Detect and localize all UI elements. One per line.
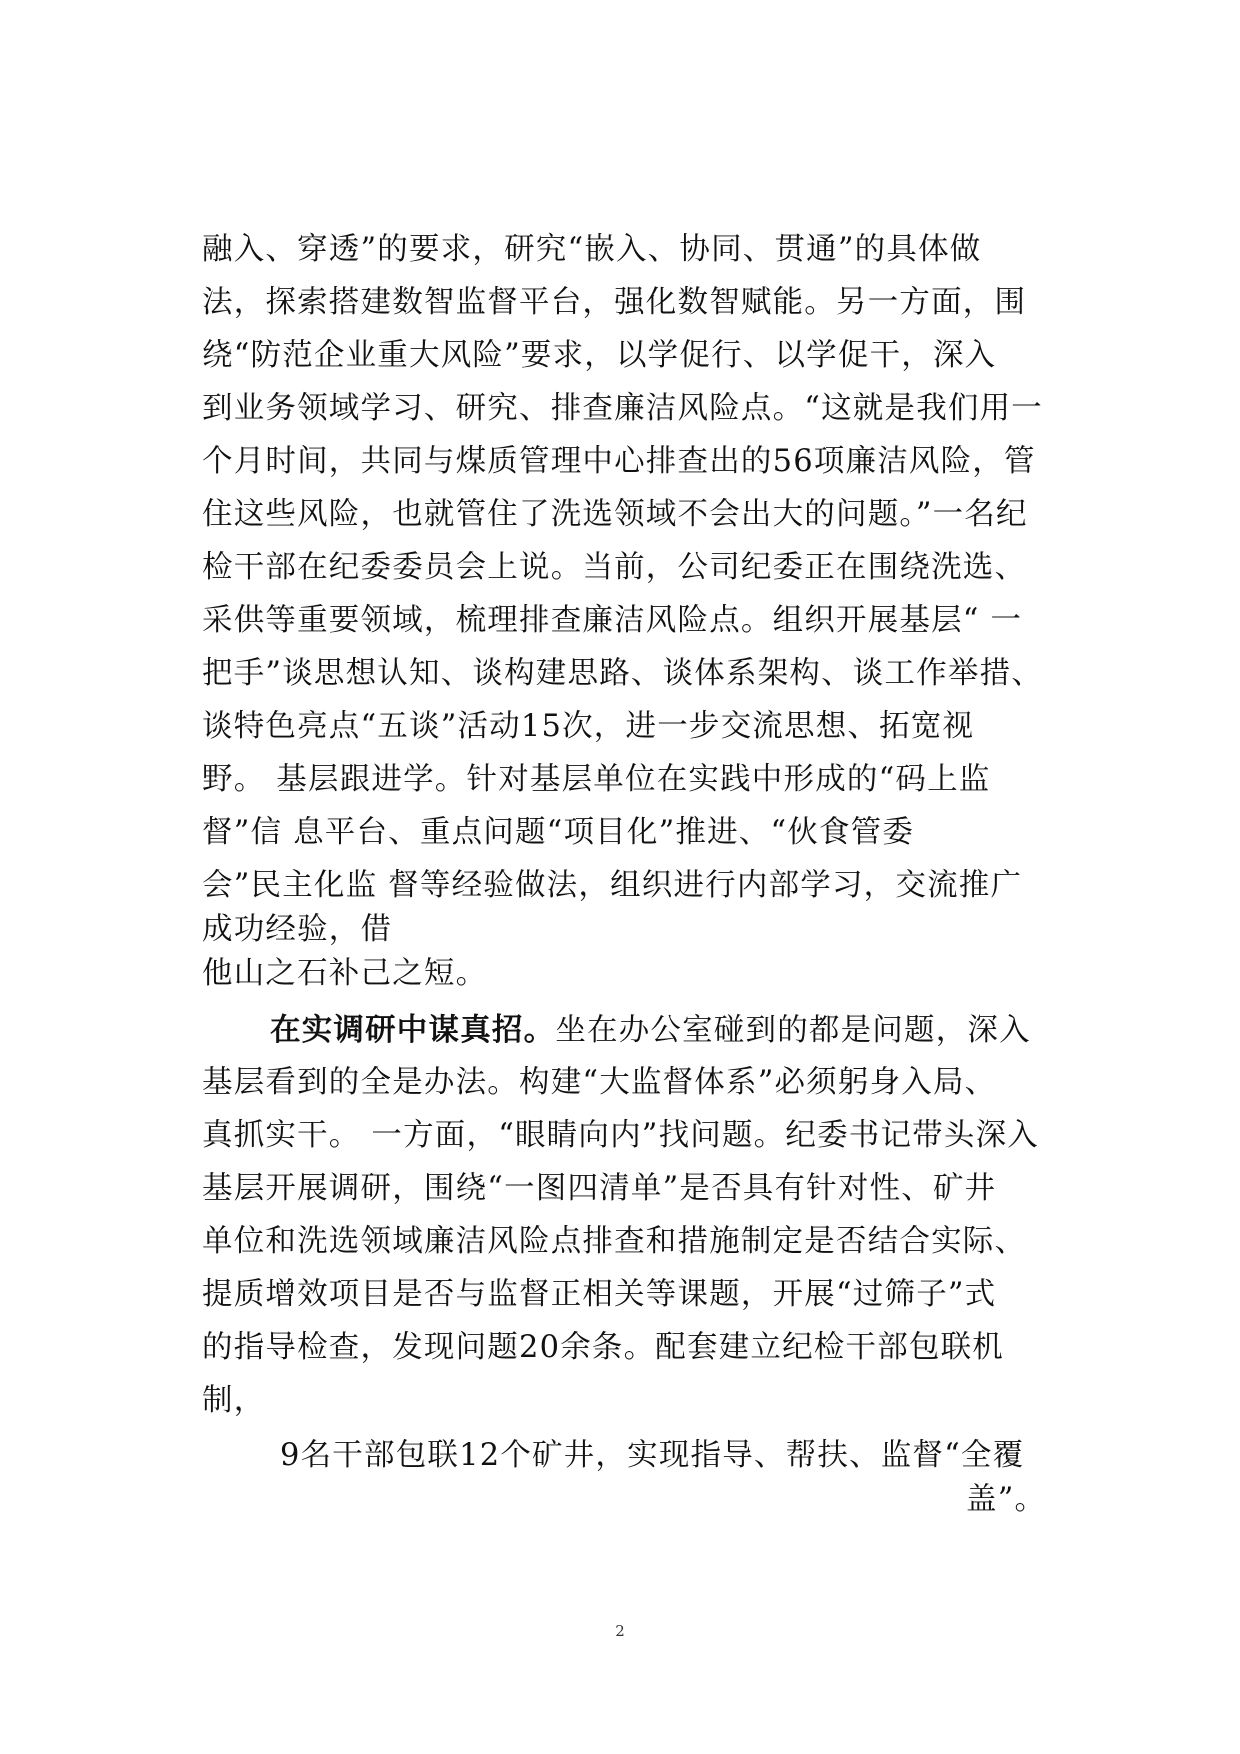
page-number: 2 [615,1622,625,1640]
paragraph-1-line-4: 到业务领域学习、研究、排查廉洁风险点。“这就是我们用一 [202,391,1043,426]
paragraph-1-line-2: 法，探索搭建数智监督平台，强化数智赋能。另一方面，围 [202,285,1027,320]
paragraph-1-line-3: 绕“防范企业重大风险”要求，以学促行、以学促干，深入 [202,338,997,373]
paragraph-2-heading: 在实调研中谋真招。 [270,1012,556,1048]
paragraph-1-line-8: 采供等重要领域，梳理排查廉洁风险点。组织开展基层“ 一 [202,603,1023,638]
paragraph-2-line-7: 的指导检查，发现问题20余条。配套建立纪检干部包联机 [202,1330,1005,1365]
paragraph-2-line-1-text: 坐在办公室碰到的都是问题，深入 [555,1013,1031,1048]
paragraph-1-line-13: 会”民主化监 督等经验做法，组织进行内部学习，交流推广 [202,868,1023,903]
paragraph-2-tail-line-1: 9名干部包联12个矿井，实现指导、帮扶、监督“全覆 [280,1438,1025,1473]
paragraph-2-line-4: 基层开展调研，围绕“一图四清单”是否具有针对性、矿井 [202,1171,997,1206]
paragraph-1-line-12: 督”信 息平台、重点问题“项目化”推进、“伙食管委 [202,815,915,850]
paragraph-1-line-9: 把手”谈思想认知、谈构建思路、谈体系架构、谈工作举措、 [202,656,1043,691]
paragraph-1-line-10: 谈特色亮点“五谈”活动15次，进一步交流思想、拓宽视 [202,709,975,744]
paragraph-2-tail-line-2: 盖”。 [966,1482,1047,1517]
paragraph-2-line-8: 制， [202,1383,266,1418]
paragraph-1-line-1: 融入、穿透”的要求，研究“嵌入、协同、贯通”的具体做 [202,232,982,267]
paragraph-2-line-3: 真抓实干。 一方面，“眼睛向内”找问题。纪委书记带头深入 [202,1118,1039,1153]
paragraph-1-line-15: 他山之石补己之短。 [202,956,488,991]
paragraph-2-line-2: 基层看到的全是办法。构建“大监督体系”必须躬身入局、 [202,1065,997,1100]
paragraph-2-line-5: 单位和洗选领域廉洁风险点排查和措施制定是否结合实际、 [202,1224,1027,1259]
paragraph-1-line-6: 住这些风险，也就管住了洗选领域不会出大的问题。”一名纪 [202,497,1028,532]
paragraph-2-line-6: 提质增效项目是否与监督正相关等课题，开展“过筛子”式 [202,1277,997,1312]
paragraph-1-line-11: 野。 基层跟进学。针对基层单位在实践中形成的“码上监 [202,762,991,797]
paragraph-1-line-7: 检干部在纪委委员会上说。当前，公司纪委正在围绕洗选、 [202,550,1027,585]
paragraph-1-line-5: 个月时间，共同与煤质管理中心排查出的56项廉洁风险，管 [202,444,1036,479]
paragraph-2-line-1 [270,1010,1031,1051]
paragraph-1-line-14: 成功经验，借 [202,912,393,947]
